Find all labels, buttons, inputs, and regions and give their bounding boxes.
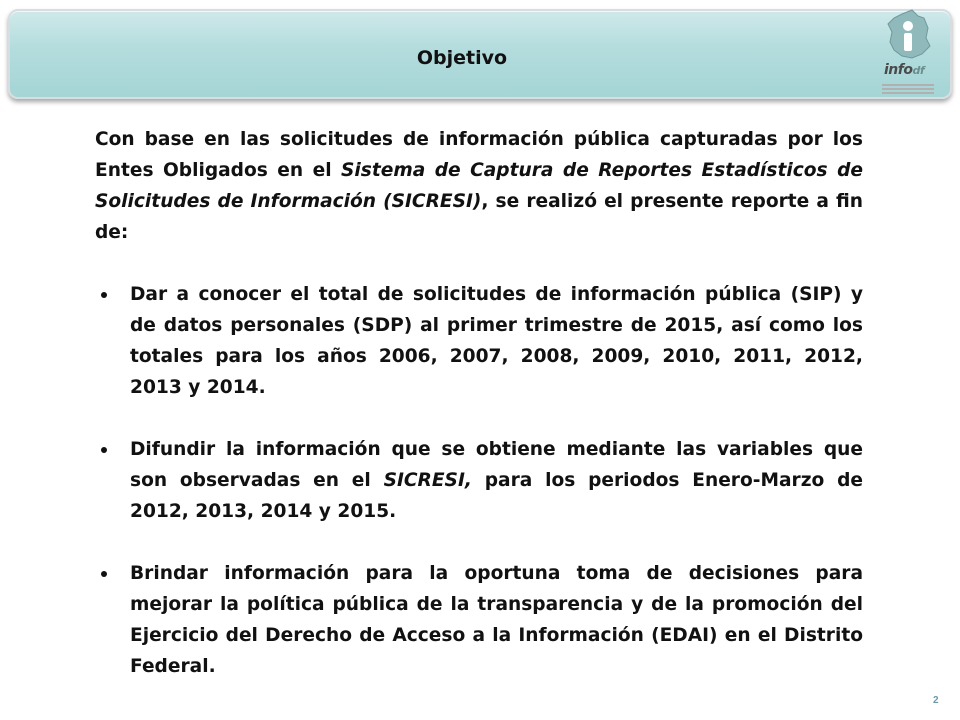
- logo-text-df: df: [912, 64, 925, 77]
- bullet-icon: [101, 292, 107, 298]
- logo-fine-print: [882, 88, 934, 90]
- map-emblem-icon: [872, 8, 942, 64]
- list-item-text: Brindar información para la oportuna toma de decisiones para mejorar la política pública de la transparencia y de la promoción del Ejercicio del Derecho de Acceso a la Información (EDAI) en el Distrito Federal.: [130, 563, 863, 677]
- list-item-italic: SICRESI,: [383, 470, 472, 491]
- list-item-text: Difundir la información que se obtiene mediante las variables que son observadas en el: [130, 439, 863, 491]
- logo-fine-print: [882, 92, 934, 94]
- bullet-icon: [101, 571, 107, 577]
- list-item: [95, 434, 863, 527]
- page-number: 2: [933, 695, 939, 706]
- intro-text-end: , se realizó el presente reporte a fin de:: [95, 191, 863, 243]
- logo-fine-print: [882, 84, 934, 86]
- intro-paragraph: [95, 124, 863, 248]
- list-item: [95, 279, 863, 403]
- page-title: Objetivo: [416, 47, 508, 69]
- list-item: [95, 558, 863, 682]
- intro-text: Con base en las solicitudes de información pública capturadas por los Entes Obligados en el: [95, 129, 863, 181]
- bullet-icon: [101, 447, 107, 453]
- intro-system-name: Sistema de Captura de Reportes Estadísticos de Solicitudes de Información (SICRESI): [95, 160, 863, 212]
- infodf-logo: [872, 8, 942, 94]
- content-body: [95, 124, 863, 713]
- logo-text-info: info: [884, 62, 913, 78]
- objectives-list: [95, 279, 863, 682]
- logo-wordmark: [884, 62, 924, 78]
- list-item-text: Dar a conocer el total de solicitudes de información pública (SIP) y de datos personales (SDP) al primer trimestre de 2015, así como los totales para los años 2006, 2007, 2008, 2009, 2010, 2011, 2012, 2013 y 2014.: [130, 284, 863, 398]
- list-item-text-end: para los periodos Enero-Marzo de 2012, 2013, 2014 y 2015.: [130, 470, 863, 522]
- title-banner: [8, 9, 952, 99]
